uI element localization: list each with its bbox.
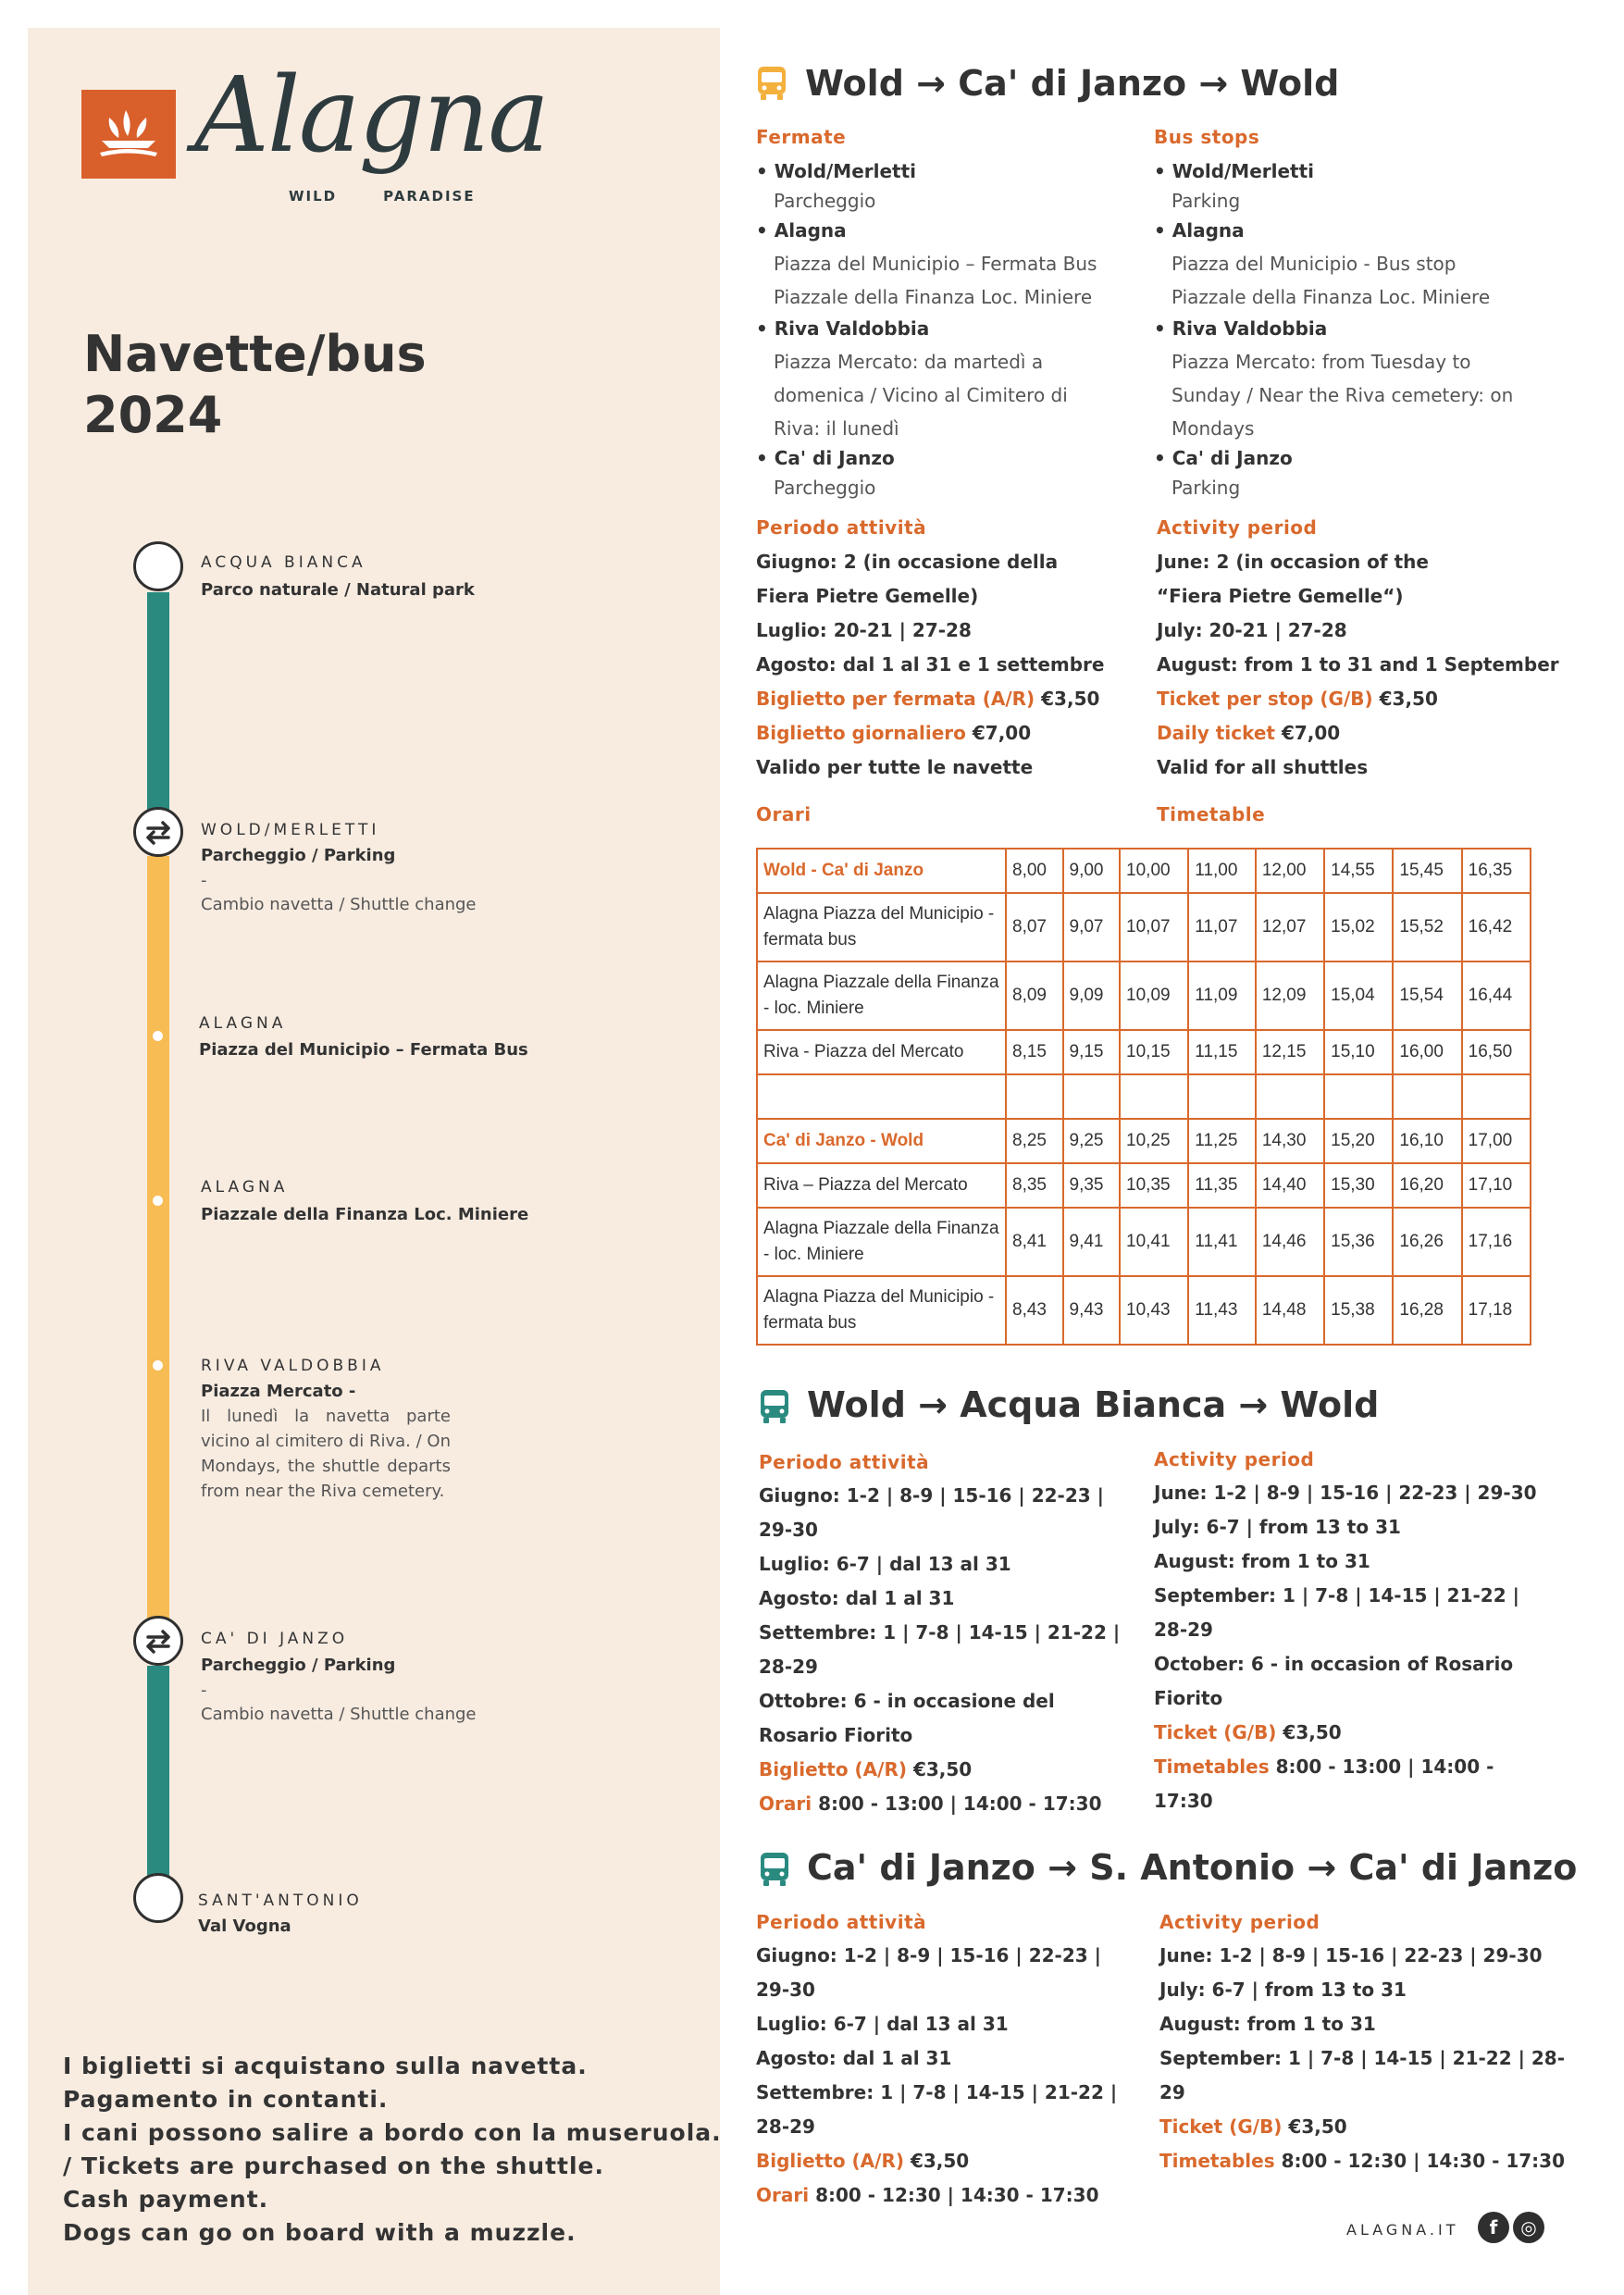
transfer-arrows-icon — [136, 810, 180, 854]
timetable-time-cell: 17,18 — [1462, 1276, 1531, 1345]
bus-icon — [759, 1851, 790, 1888]
timetable-time-cell: 15,02 — [1324, 893, 1393, 961]
timetable-time-cell: 15,38 — [1324, 1276, 1393, 1345]
stop-dash: - — [201, 871, 207, 890]
timetable-time-cell — [1188, 1074, 1256, 1119]
facebook-icon[interactable]: f — [1478, 2212, 1509, 2243]
timetable-stop-cell: Alagna Piazza del Municipio - fermata bus — [757, 1276, 1006, 1345]
timetable-time-cell: 9,00 — [1063, 849, 1121, 893]
timetable-time-cell: 11,43 — [1188, 1276, 1256, 1345]
timetable-time-cell: 9,35 — [1063, 1163, 1121, 1208]
timetable-row — [757, 893, 1531, 961]
timetable-time-cell: 9,07 — [1063, 893, 1121, 961]
timetable-time-cell — [1006, 1074, 1063, 1119]
route1-timetable-label-en: Timetable — [1157, 803, 1266, 825]
timetable-time-cell: 15,10 — [1324, 1030, 1393, 1074]
timetable-time-cell: 15,04 — [1324, 961, 1393, 1030]
stop-marker-ca-di-janzo — [133, 1616, 183, 1666]
stop-subtitle: Piazzale della Finanza Loc. Miniere — [201, 1205, 529, 1224]
route1-timetable-label-it: Orari — [756, 803, 812, 825]
timetable-stop-cell: Ca' di Janzo - Wold — [757, 1119, 1006, 1163]
route2-period-it: Giugno: 1-2 | 8-9 | 15-16 | 22-23 | 29-30 Luglio: 6-7 | dal 13 al 31 Agosto: dal 1 al 31 Settembre: 1 | 7-8 | 14-15 | 21-22 | 28-29 Ottobre: 6 - in occasione del Rosario Fiorito Biglietto (A/R) €3,50 Orari 8:00 - 13:00 | 14:00 - 17:30 — [759, 1484, 1121, 1815]
timetable-time-cell: 9,09 — [1063, 961, 1121, 1030]
stop-subtitle: Parcheggio / Parking — [201, 846, 396, 865]
timetable-stop-cell — [757, 1074, 1006, 1119]
timetable-time-cell: 10,15 — [1120, 1030, 1188, 1074]
timetable-time-cell: 8,07 — [1006, 893, 1063, 961]
stop-name: ALAGNA — [199, 1014, 287, 1033]
route3-period-it: Giugno: 1-2 | 8-9 | 15-16 | 22-23 | 29-30 Luglio: 6-7 | dal 13 al 31 Agosto: dal 1 al 31 Settembre: 1 | 7-8 | 14-15 | 21-22 | 28-29 Biglietto (A/R) €3,50 Orari 8:00 - 12:30 | 14:30 - 17:30 — [756, 1944, 1118, 2206]
timetable-time-cell: 8,43 — [1006, 1276, 1063, 1345]
timetable-stop-cell: Alagna Piazzale della Finanza - loc. Miniere — [757, 1208, 1006, 1276]
stop-dash: - — [201, 1681, 207, 1700]
route1-period-en: June: 2 (in occasion of the “Fiera Pietre Gemelle“) July: 20-21 | 27-28 August: from 1 to 31 and 1 September Ticket per stop (G/B) €3,50 Daily ticket €7,00 Valid for all shuttles — [1157, 551, 1559, 778]
stop-marker-riva — [153, 1360, 163, 1371]
timetable-row — [757, 1276, 1531, 1345]
route2-period-en: June: 1-2 | 8-9 | 15-16 | 22-23 | 29-30 July: 6-7 | from 13 to 31 August: from 1 to 31 September: 1 | 7-8 | 14-15 | 21-22 | 28-29 October: 6 - in occasion of Rosario Fiorito Ticket (G/B) €3,50 Timetables 8:00 - 13:00 | 14:00 - 17:30 — [1154, 1482, 1537, 1812]
timetable-time-cell: 9,25 — [1063, 1119, 1121, 1163]
timetable-time-cell: 16,28 — [1393, 1276, 1461, 1345]
timetable-time-cell: 15,54 — [1393, 961, 1461, 1030]
stop-name: ALAGNA — [201, 1178, 289, 1197]
timetable-time-cell: 16,35 — [1462, 849, 1531, 893]
timetable-time-cell: 11,35 — [1188, 1163, 1256, 1208]
timetable-time-cell: 16,20 — [1393, 1163, 1461, 1208]
stop-subtitle: Parcheggio / Parking — [201, 1656, 396, 1675]
timetable-time-cell: 15,52 — [1393, 893, 1461, 961]
route-line-teal-bottom — [147, 1666, 169, 1892]
route1-period-label-en: Activity period — [1157, 516, 1318, 539]
timetable-time-cell: 17,00 — [1462, 1119, 1531, 1163]
timetable-row — [757, 961, 1531, 1030]
timetable-time-cell — [1462, 1074, 1531, 1119]
timetable-time-cell: 14,55 — [1324, 849, 1393, 893]
bus-icon — [759, 1388, 790, 1425]
timetable-stop-cell: Riva - Piazza del Mercato — [757, 1030, 1006, 1074]
timetable-time-cell: 16,44 — [1462, 961, 1531, 1030]
timetable-row — [757, 849, 1531, 893]
stop-subtitle: Piazza Mercato - — [201, 1382, 356, 1401]
stop-name: WOLD/MERLETTI — [201, 821, 380, 839]
route2-period-label-en: Activity period — [1154, 1448, 1315, 1470]
timetable-time-cell: 12,00 — [1256, 849, 1324, 893]
timetable-time-cell: 12,15 — [1256, 1030, 1324, 1074]
timetable-stop-cell: Riva – Piazza del Mercato — [757, 1163, 1006, 1208]
route3-period-label-en: Activity period — [1159, 1911, 1320, 1933]
route1-title: Wold → Ca' di Janzo → Wold — [805, 63, 1340, 104]
stop-note: Cambio navetta / Shuttle change — [201, 895, 477, 914]
timetable-time-cell: 14,40 — [1256, 1163, 1324, 1208]
route1-stops-it: • Wold/Merletti Parcheggio • Alagna Piazza del Municipio – Fermata Bus Piazzale della Finanza Loc. Miniere • Riva Valdobbia Piazza Mercato: da martedì a domenica / Vicino al Cimitero di Riva: il lunedì • Ca' di Janzo Parcheggio — [756, 160, 1097, 499]
timetable-time-cell: 10,25 — [1120, 1119, 1188, 1163]
stop-note: Cambio navetta / Shuttle change — [201, 1705, 477, 1724]
brand-tagline: WILD PARADISE — [289, 188, 476, 205]
timetable-time-cell: 8,15 — [1006, 1030, 1063, 1074]
instagram-icon[interactable]: ◎ — [1513, 2212, 1544, 2243]
timetable-time-cell: 11,25 — [1188, 1119, 1256, 1163]
timetable-stop-cell: Wold - Ca' di Janzo — [757, 849, 1006, 893]
timetable-time-cell: 16,26 — [1393, 1208, 1461, 1276]
timetable-time-cell: 10,35 — [1120, 1163, 1188, 1208]
route-line-teal-top — [147, 592, 169, 814]
route3-period-label-it: Periodo attività — [756, 1911, 927, 1933]
timetable-time-cell — [1324, 1074, 1393, 1119]
timetable-time-cell: 8,41 — [1006, 1208, 1063, 1276]
ticket-info-note: I biglietti si acquistano sulla navetta. Pagamento in contanti. I cani possono salire a bordo con la museruola. / Tickets are purchased on the shuttle. Cash payment. Dogs can go on board with a muzzle. — [63, 2053, 722, 2246]
timetable-spacer-row — [757, 1074, 1531, 1119]
alagna-logo-mark — [81, 90, 176, 179]
timetable-time-cell: 16,10 — [1393, 1119, 1461, 1163]
timetable-time-cell: 10,00 — [1120, 849, 1188, 893]
timetable-time-cell: 11,15 — [1188, 1030, 1256, 1074]
timetable-time-cell: 9,41 — [1063, 1208, 1121, 1276]
stop-name: CA' DI JANZO — [201, 1630, 349, 1648]
timetable-row — [757, 1163, 1531, 1208]
timetable-time-cell: 16,00 — [1393, 1030, 1461, 1074]
timetable-row — [757, 1030, 1531, 1074]
timetable-time-cell: 11,09 — [1188, 961, 1256, 1030]
stop-marker-sant-antonio — [133, 1873, 183, 1923]
stop-name: SANT'ANTONIO — [198, 1892, 363, 1910]
route2-title: Wold → Acqua Bianca → Wold — [807, 1384, 1380, 1425]
timetable-stop-cell: Alagna Piazza del Municipio - fermata bus — [757, 893, 1006, 961]
timetable-time-cell: 11,07 — [1188, 893, 1256, 961]
bus-icon — [756, 65, 787, 102]
brand-name: Alagna — [194, 56, 549, 176]
stop-name: ACQUA BIANCA — [201, 553, 366, 572]
transfer-arrows-icon — [136, 1619, 180, 1663]
timetable-time-cell: 11,00 — [1188, 849, 1256, 893]
route1-period-it: Giugno: 2 (in occasione della Fiera Pietre Gemelle) Luglio: 20-21 | 27-28 Agosto: dal 1 al 31 e 1 settembre Biglietto per fermata (A/R) €3,50 Biglietto giornaliero €7,00 Valido per tutte le navette — [756, 551, 1105, 778]
timetable-time-cell: 15,20 — [1324, 1119, 1393, 1163]
timetable-time-cell: 9,43 — [1063, 1276, 1121, 1345]
timetable-time-cell: 14,30 — [1256, 1119, 1324, 1163]
timetable-time-cell: 10,07 — [1120, 893, 1188, 961]
timetable-time-cell — [1120, 1074, 1188, 1119]
timetable-time-cell: 15,30 — [1324, 1163, 1393, 1208]
stop-marker-acqua-bianca — [133, 541, 183, 591]
timetable-row — [757, 1208, 1531, 1276]
timetable-time-cell: 10,09 — [1120, 961, 1188, 1030]
timetable-time-cell: 15,36 — [1324, 1208, 1393, 1276]
timetable-time-cell — [1256, 1074, 1324, 1119]
stop-subtitle: Val Vogna — [198, 1917, 291, 1936]
timetable-time-cell — [1063, 1074, 1121, 1119]
route1-stops-label-en: Bus stops — [1154, 126, 1260, 148]
route3-period-en: June: 1-2 | 8-9 | 15-16 | 22-23 | 29-30 July: 6-7 | from 13 to 31 August: from 1 to 31 September: 1 | 7-8 | 14-15 | 21-22 | 28- 29 Ticket (G/B) €3,50 Timetables 8:00 - 12:30 | 14:30 - 17:30 — [1159, 1944, 1565, 2172]
route2-period-label-it: Periodo attività — [759, 1451, 930, 1473]
stop-name: RIVA VALDOBBIA — [201, 1357, 385, 1375]
timetable-time-cell: 8,25 — [1006, 1119, 1063, 1163]
route3-title: Ca' di Janzo → S. Antonio → Ca' di Janzo — [807, 1847, 1578, 1888]
timetable-time-cell: 17,10 — [1462, 1163, 1531, 1208]
timetable-time-cell: 14,48 — [1256, 1276, 1324, 1345]
route1-stops-label-it: Fermate — [756, 126, 847, 148]
timetable-stop-cell: Alagna Piazzale della Finanza - loc. Miniere — [757, 961, 1006, 1030]
timetable-time-cell: 10,41 — [1120, 1208, 1188, 1276]
timetable-time-cell: 8,35 — [1006, 1163, 1063, 1208]
stop-marker-wold — [133, 807, 183, 857]
timetable-time-cell: 9,15 — [1063, 1030, 1121, 1074]
route1-period-label-it: Periodo attività — [756, 516, 927, 539]
website-link[interactable]: ALAGNA.IT — [1346, 2221, 1459, 2239]
route-line-yellow — [147, 856, 169, 1633]
timetable-time-cell — [1393, 1074, 1461, 1119]
timetable-time-cell: 17,16 — [1462, 1208, 1531, 1276]
timetable-time-cell: 12,09 — [1256, 961, 1324, 1030]
route1-stops-en: • Wold/Merletti Parking • Alagna Piazza del Municipio - Bus stop Piazzale della Finanza Loc. Miniere • Riva Valdobbia Piazza Mercato: from Tuesday to Sunday / Near the Riva cemetery: on Mondays • Ca' di Janzo Parking — [1154, 160, 1514, 499]
wheat-icon — [81, 90, 176, 179]
timetable-time-cell: 8,09 — [1006, 961, 1063, 1030]
stop-marker-alagna-municipio — [153, 1031, 163, 1041]
page-title: Navette/bus 2024 — [83, 325, 427, 444]
timetable — [756, 848, 1531, 1346]
timetable-time-cell: 15,45 — [1393, 849, 1461, 893]
timetable-time-cell: 11,41 — [1188, 1208, 1256, 1276]
timetable-time-cell: 16,42 — [1462, 893, 1531, 961]
timetable-time-cell: 16,50 — [1462, 1030, 1531, 1074]
stop-subtitle: Piazza del Municipio – Fermata Bus — [199, 1040, 528, 1060]
timetable-time-cell: 14,46 — [1256, 1208, 1324, 1276]
stop-note: Il lunedì la navetta parte vicino al cimitero di Riva. / On Mondays, the shuttle departs from near the Riva cemetery. — [201, 1407, 451, 1501]
timetable-time-cell: 8,00 — [1006, 849, 1063, 893]
timetable-row — [757, 1119, 1531, 1163]
stop-subtitle: Parco naturale / Natural park — [201, 580, 475, 600]
timetable-time-cell: 10,43 — [1120, 1276, 1188, 1345]
timetable-time-cell: 12,07 — [1256, 893, 1324, 961]
stop-marker-alagna-finanza — [153, 1196, 163, 1206]
